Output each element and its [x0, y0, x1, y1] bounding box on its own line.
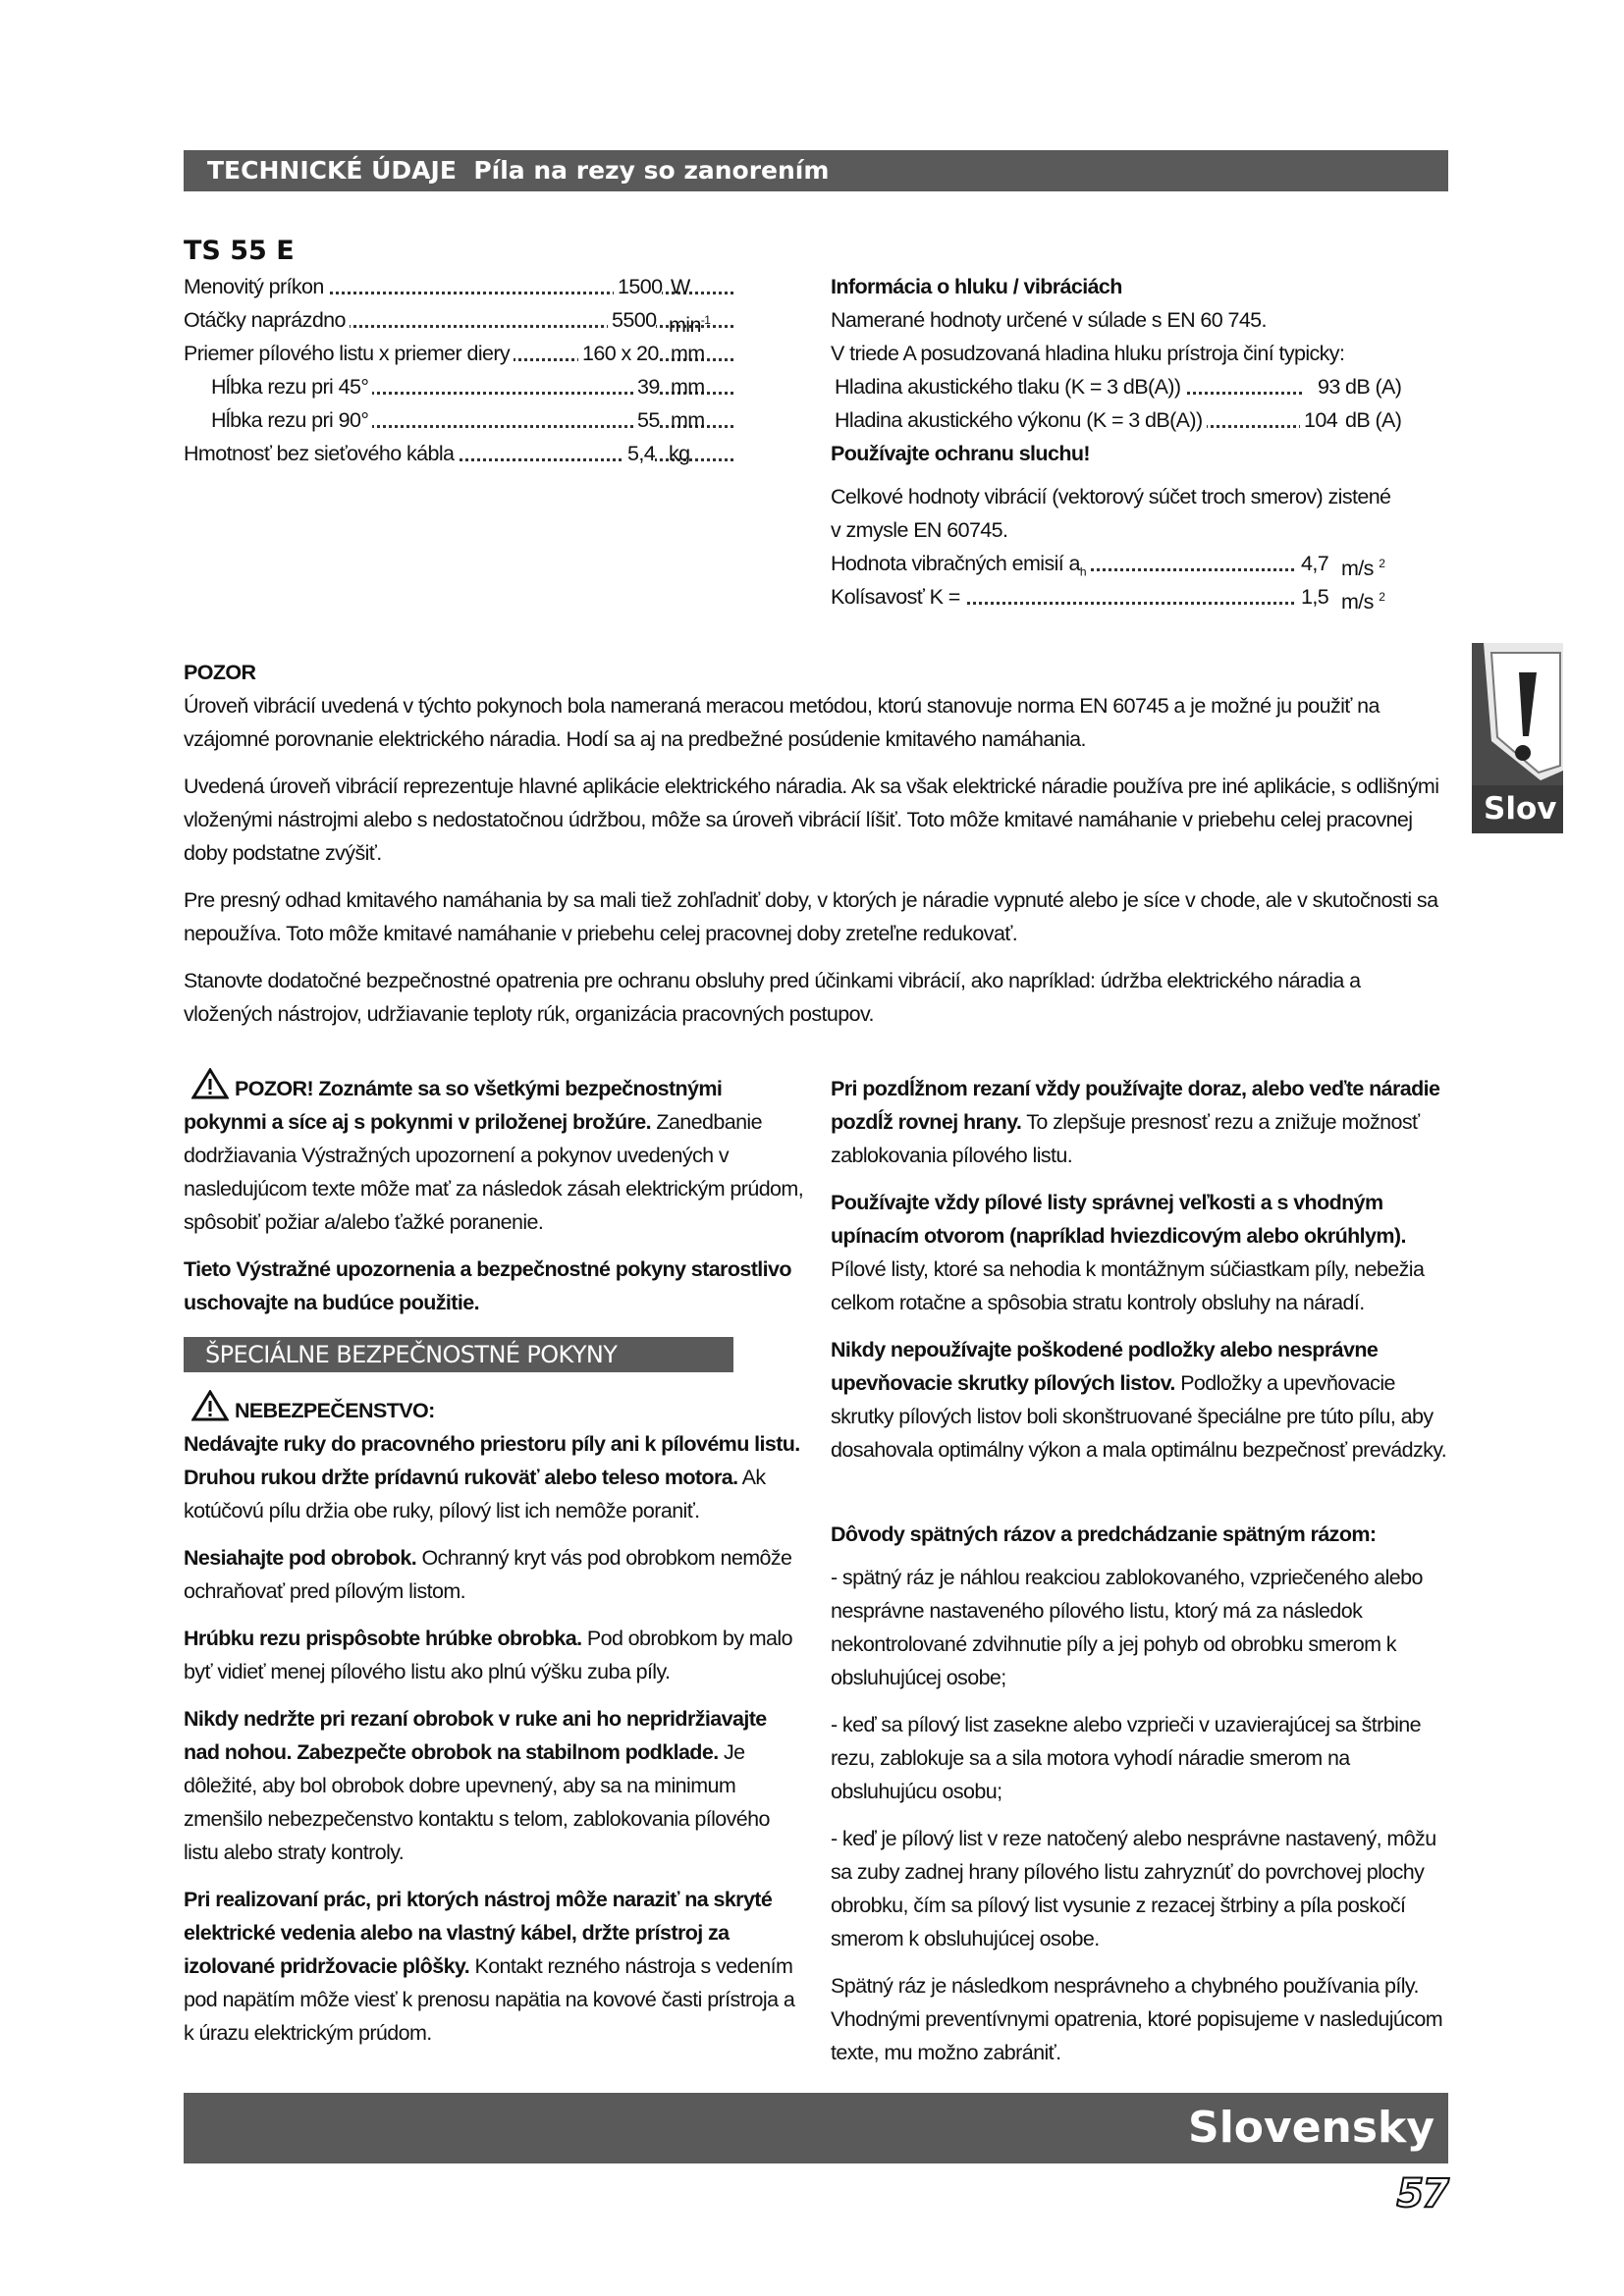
safety-item-bold: Nesiahajte pod obrobok. — [184, 1546, 417, 1570]
safety-item — [831, 1186, 1449, 1319]
safety-item — [184, 1541, 807, 1608]
safety-item — [184, 1622, 807, 1688]
safety-item — [184, 1883, 807, 2050]
section-header-bar — [184, 150, 1448, 191]
spec-unit: mm — [671, 375, 705, 399]
emission-row — [831, 547, 1410, 580]
vib-text2: v zmysle EN 60745. — [831, 518, 1008, 542]
specs-list — [184, 270, 733, 470]
safety-item-text: Podložky a upevňovacie skrutky pílových listov boli skonštruované špeciálne pre túto pílu, aby dosahovala optimálny výkon a mala optimálnu bezpečnosť prevádzky. — [831, 1371, 1447, 1462]
safety-item-bold: Používajte vždy pílové listy správnej veľkosti a s vhodným upínacím otvorom (napríklad hviezdicovým alebo okrúhlym). — [831, 1191, 1406, 1248]
spec-label: Hmotnosť bez sieťového kábla — [184, 442, 458, 465]
noise-line1: Namerané hodnoty určené v súlade s EN 60 745. — [831, 308, 1267, 332]
pressure-label: Hladina akustického tlaku (K = 3 dB(A)) — [835, 375, 1184, 399]
safety-item-bold: Pri pozdĺžnom rezaní vždy používajte doraz, alebo veďte náradie pozdĺž rovnej hrany. — [831, 1077, 1440, 1134]
emission-sup: 2 — [1379, 557, 1385, 570]
spec-label: Otáčky naprázdno — [184, 308, 350, 332]
spec-label: Priemer pílového listu x priemer diery — [184, 342, 514, 365]
safety-item-bold: Nedávajte ruky do pracovného priestoru píly ani k pílovému listu. Druhou rukou držte prídavnú rukoväť alebo teleso motora. — [184, 1432, 800, 1489]
spec-label: Menovitý príkon — [184, 275, 328, 298]
power-unit: dB (A) — [1345, 408, 1402, 432]
safety-item-bold: Nikdy nepoužívajte poškodené podložky alebo nesprávne upevňovacie skrutky pílových listov. — [831, 1338, 1379, 1395]
danger-heading — [184, 1390, 807, 1427]
hearing-protection: Používajte ochranu sluchu! — [831, 442, 1090, 465]
spec-unit: kg — [669, 442, 690, 465]
spec-row — [184, 303, 733, 337]
safety-item-text: Pílové listy, ktoré sa nehodia k montážnym súčiastkam píly, nebežia celkom rotačne a spôsobia stratu kontroly obsluhy na náradí. — [831, 1257, 1425, 1314]
general-warning-bold: POZOR! Zoznámte sa so všetkými bezpečnostnými pokynmi a síce aj s pokynmi v priloženej brožúre. — [184, 1077, 723, 1134]
general-warning — [184, 1068, 807, 1239]
kickback-item: Spätný ráz je následkom nesprávneho a chybného používania píly. Vhodnými preventívnymi opatrenia, ktoré popisujeme v nasledujúcom texte, mu možno zabrániť. — [831, 1974, 1443, 2064]
safety-item-bold: Pri realizovaní prác, pri ktorých nástroj môže naraziť na skryté elektrické vedenia alebo na vlastný kábel, držte prístroj za izolované pridržovacie plôšky. — [184, 1888, 773, 1978]
warning-triangle-icon — [191, 1068, 229, 1099]
section-header-subtitle: Píla na rezy so zanorením — [473, 156, 830, 185]
spec-row — [184, 337, 733, 370]
spec-row — [184, 403, 733, 437]
spec-value: 1500 — [614, 270, 662, 303]
warning-triangle-icon — [191, 1390, 229, 1421]
model-title: TS 55 E — [184, 236, 295, 266]
right-column — [831, 1072, 1449, 2083]
footer-language: Slovensky — [1188, 2103, 1435, 2153]
spec-sup: -1 — [700, 313, 711, 327]
general-warning-text: Zanedbanie dodržiavania Výstražných upozornení a pokynov uvedených v nasledujúcom texte môže mať za následok zásah elektrickým prúdom, spôsobiť požiar a/alebo ťažké poranenie. — [184, 1110, 804, 1234]
safety-item — [831, 1072, 1449, 1172]
warning-exclamation-icon — [1472, 643, 1563, 785]
spec-value: 160 x 20 — [578, 337, 659, 370]
emission-value: 4,7 — [1297, 547, 1328, 580]
safety-item-text: Ak kotúčovú pílu držia obe ruky, pílový list ich nemôže poraniť. — [184, 1466, 766, 1522]
spec-value: 39 — [633, 370, 660, 403]
emission-unit: m/s — [1341, 557, 1374, 580]
spec-unit: W — [671, 275, 690, 298]
keep-instructions: Tieto Výstražné upozornenia a bezpečnostné pokyny starostlivo uschovajte na budúce použitie. — [184, 1257, 791, 1314]
spec-row — [184, 437, 733, 470]
kickback-item: - spätný ráz je náhlou reakciou zablokovaného, vzpriečeného alebo nesprávne nastaveného pílového listu, ktorý má za následok nekontrolované zdvihnutie píly a jej pohyb od obrobku smerom k obsluhujúcej osobe; — [831, 1566, 1423, 1689]
noise-power-row — [835, 403, 1410, 437]
spec-row — [184, 370, 733, 403]
section-header-label: TECHNICKÉ ÚDAJE — [207, 156, 457, 185]
pressure-unit: dB (A) — [1345, 375, 1402, 399]
pozor-section — [184, 656, 1448, 1044]
pozor-title: POZOR — [184, 661, 256, 684]
uncert-unit: m/s — [1341, 590, 1374, 614]
side-tab — [1472, 643, 1563, 833]
pressure-value: 93 — [1314, 370, 1340, 403]
pozor-paragraph: Uvedená úroveň vibrácií reprezentuje hlavné aplikácie elektrického náradia. Ak sa však elektrické náradie používa pre iné aplikácie, s odlišnými vloženými nástrojmi alebo s nedostatočnou údržbou, môže sa úroveň vibrácií líšiť. Toto môže kmitavé namáhanie v priebehu celej pracovnej doby podstatne zvýšiť. — [184, 774, 1439, 865]
side-tab-label: Slov — [1472, 785, 1563, 833]
page-number: 57 — [1396, 2171, 1447, 2216]
power-label: Hladina akustického výkonu (K = 3 dB(A)) — [835, 408, 1207, 432]
safety-item — [831, 1333, 1449, 1467]
spec-label: Hĺbka rezu pri 90° — [211, 408, 372, 432]
spec-value: 55 — [633, 403, 660, 437]
safety-item-text: To zlepšuje presnosť rezu a znižuje možnosť zablokovania pílového listu. — [831, 1110, 1420, 1167]
uncert-sup: 2 — [1379, 590, 1385, 604]
noise-block — [831, 270, 1410, 614]
spec-row — [184, 270, 733, 303]
vib-text1: Celkové hodnoty vibrácií (vektorový súčet troch smerov) zistené — [831, 485, 1391, 508]
kickback-item: - keď je pílový list v reze natočený alebo nesprávne nastavený, môžu sa zuby zadnej hrany pílového listu zahryznúť do povrchovej plochy obrobku, čím sa pílový list vysunie z rezacej štrbiny a píla poskočí smerom k obsluhujúcej osobe. — [831, 1827, 1436, 1950]
spec-unit: min — [669, 313, 701, 337]
spec-value: 5,4 — [623, 437, 655, 470]
power-value: 104 — [1300, 403, 1337, 437]
safety-item — [184, 1427, 807, 1527]
pozor-paragraph: Pre presný odhad kmitavého namáhania by sa mali tiež zohľadniť doby, v ktorých je náradie vypnuté alebo je síce v chode, ale v skutočnosti sa nepoužíva. Toto môže kmitavé namáhanie v priebehu celej pracovnej doby zreteľne redukovať. — [184, 888, 1438, 945]
special-instructions-header: ŠPECIÁLNE BEZPEČNOSTNÉ POKYNY — [184, 1337, 733, 1372]
spec-unit: mm — [671, 408, 705, 432]
pozor-paragraph: Úroveň vibrácií uvedená v týchto pokynoch bola nameraná meracou metódou, ktorú stanovuje norma EN 60745 a je možné ju použiť na vzájomné porovnanie elektrického náradia. Hodí sa aj na predbežné posúdenie kmitavého namáhania. — [184, 694, 1380, 751]
uncert-row — [831, 580, 1410, 614]
spec-unit: mm — [671, 342, 705, 365]
pozor-paragraph: Stanovte dodatočné bezpečnostné opatrenia pre ochranu obsluhy pred účinkami vibrácií, ako napríklad: údržba elektrického náradia a vložených nástrojov, udržiavanie teploty rúk, organizácia pracovných postupov. — [184, 969, 1361, 1026]
noise-line2: V triede A posudzovaná hladina hluku prístroja činí typicky: — [831, 342, 1345, 365]
danger-title: NEBEZPEČENSTVO: — [235, 1399, 435, 1422]
noise-pressure-row — [835, 370, 1410, 403]
safety-item-bold: Hrúbku rezu prispôsobte hrúbke obrobka. — [184, 1627, 582, 1650]
uncert-value: 1,5 — [1297, 580, 1328, 614]
kickback-item: - keď sa pílový list zasekne alebo vzprieči v uzavierajúcej sa štrbine rezu, zablokuje sa a sila motora vyhodí náradie smerom na obsluhujúcu osobu; — [831, 1713, 1421, 1803]
safety-item — [184, 1702, 807, 1869]
kickback-title: Dôvody spätných rázov a predchádzanie spätným rázom: — [831, 1522, 1377, 1546]
safety-item-text: Je dôležité, aby bol obrobok dobre upevnený, aby sa na minimum zmenšilo nebezpečenstvo kontaktu s telom, zablokovania pílového listu alebo straty kontroly. — [184, 1740, 770, 1864]
noise-title: Informácia o hluku / vibráciách — [831, 275, 1122, 298]
emission-sub: h — [1079, 564, 1086, 579]
spec-value: 5500 — [608, 303, 656, 337]
spec-label: Hĺbka rezu pri 45° — [211, 375, 372, 399]
safety-item-text: Pod obrobkom by malo byť vidieť menej pílového listu ako plnú výšku zuba píly. — [184, 1627, 792, 1683]
safety-item-bold: Nikdy nedržte pri rezaní obrobok v ruke ani ho nepridržiavajte nad nohou. Zabezpečte obrobok na stabilnom podklade. — [184, 1707, 767, 1764]
footer-language-bar — [184, 2093, 1448, 2163]
left-column — [184, 1068, 807, 2063]
safety-item-text: Kontakt rezného nástroja s vedením pod napätím môže viesť k prenosu napätia na kovové časti prístroja a k úrazu elektrickým prúdom. — [184, 1954, 795, 2045]
emission-label: Hodnota vibračných emisií a — [831, 552, 1080, 575]
uncert-label: Kolísavosť K = — [831, 585, 964, 609]
safety-item-text: Ochranný kryt vás pod obrobkom nemôže ochraňovať pred pílovým listom. — [184, 1546, 792, 1603]
